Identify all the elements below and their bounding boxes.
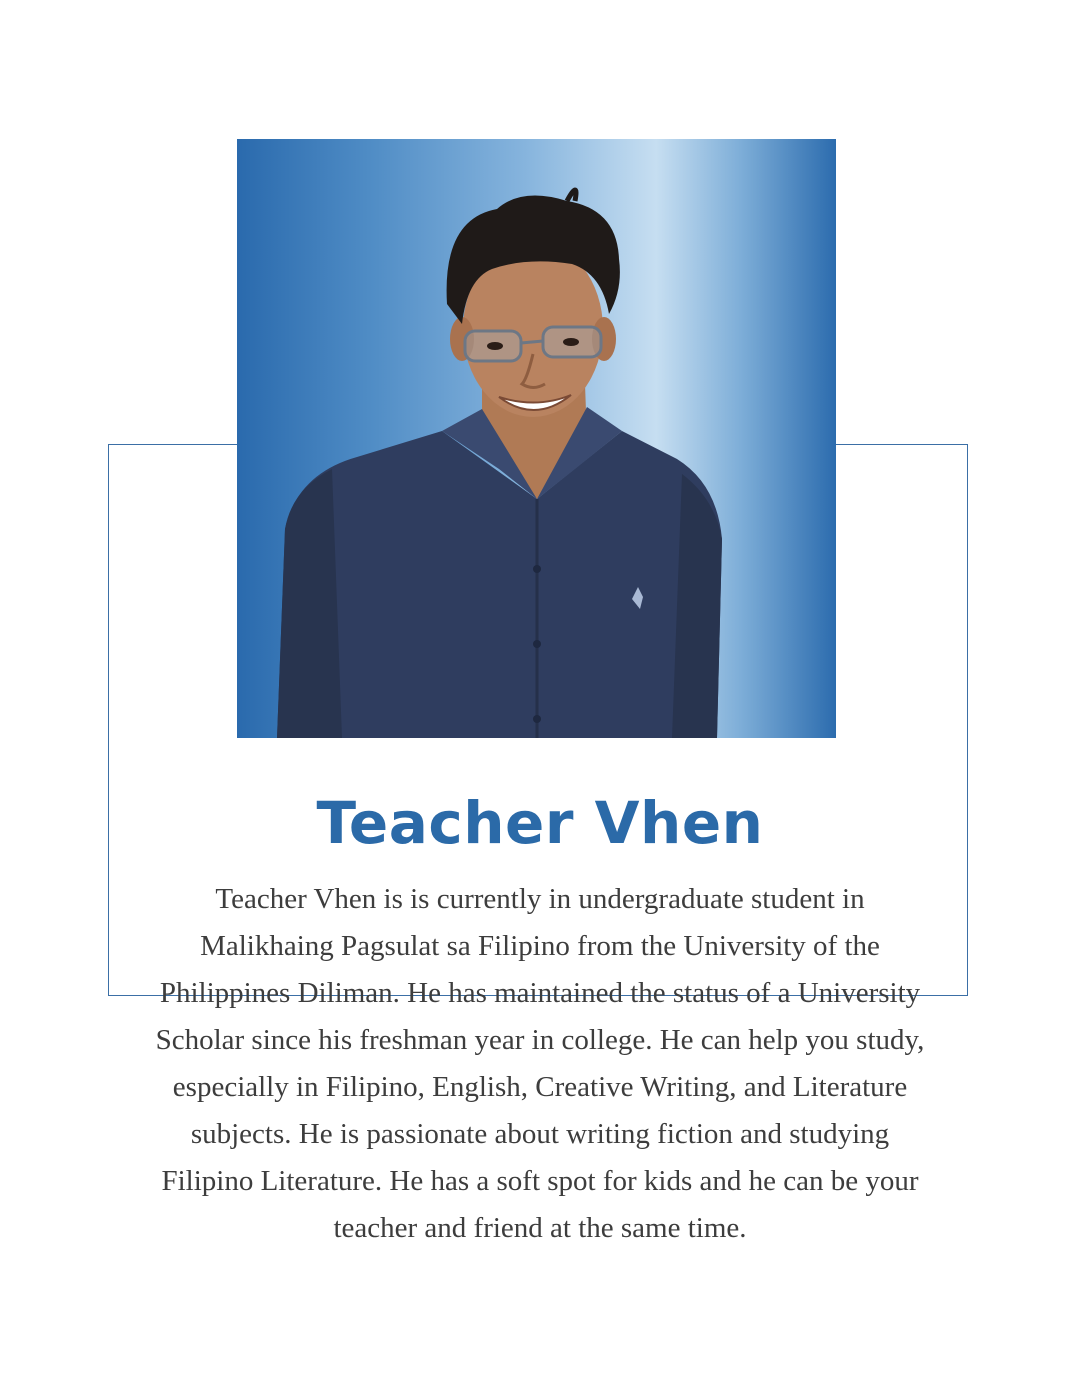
teacher-bio: Teacher Vhen is is currently in undergraduate student in Malikhaing Pagsulat sa Filipino from the University of the Philippines Diliman. He has maintained the status of a University Scholar since his freshman year in college. He can help you study, especially in Filipino, English, Creative Writing, and Literature subjects. He is passionate about writing fiction and studying Filipino Literature. He has a soft spot for kids and he can be your teacher and friend at the same time. [155,883,925,1244]
portrait-illustration [237,139,836,738]
profile-photo [237,139,836,738]
teacher-name: Teacher Vhen [316,789,764,857]
